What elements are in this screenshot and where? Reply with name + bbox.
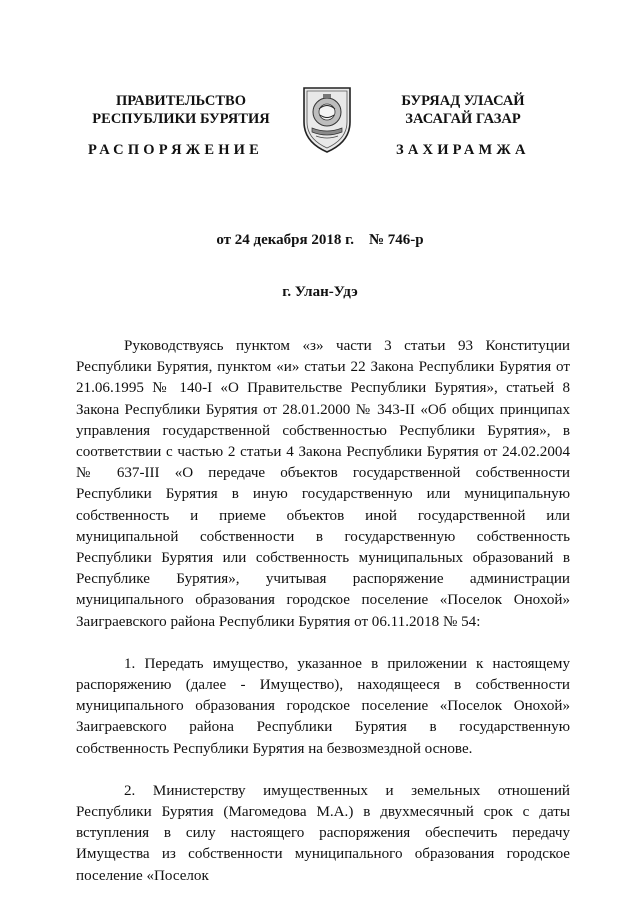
coat-of-arms-buryatia-icon [298, 82, 356, 154]
paragraph-preamble: Руководствуясь пунктом «з» части 3 статьи 93 Конституции Республики Бурятия, пунктом «и» статьи 22 Закона Республики Бурятия от 21.06.1995 № 140-I «О Правительстве Республики Бурятия», статьей 8 Закона Республики Бурятия от 28.01.2000 № 343-II «Об общих принципах управления государственной собственностью Республики Бурятия», в соответствии с частью 2 статьи 4 Закона Республики Бурятия от 24.02.2004 № 637-III «О передаче объектов государственной собственности Республики Бурятия в иную государственную или муниципальную собственность и приеме объектов иной государственной или муниципальной собственности в государственную собственность Республики Бурятия или собственность муниципальных образований в Республике Бурятия», учитывая распоряжение администрации муниципального образования городское поселение «Поселок Онохой» Заиграевского района Республики Бурятия от 06.11.2018 № 54: [76, 338, 570, 630]
government-name-buryat-line1: БУРЯАД УЛАСАЙ [401, 93, 525, 109]
paragraph-item-2: 2. Министерству имущественных и земельных отношений Республики Бурятия (Магомедова М.А.) в двухмесячный срок с даты вступления в силу настоящего распоряжения обеспечить передачу Имущества из собственности муниципального образования городское поселение «Поселок [76, 782, 570, 884]
document-date-number: от 24 декабря 2018 г. № 746-р [216, 232, 424, 248]
doc-type-right: ЗАХИРАМЖА [396, 142, 530, 158]
paragraph-item-1: 1. Передать имущество, указанное в приложении к настоящему распоряжению (далее - Имущество), находящееся в собственности муниципального образования городское поселение «Поселок Онохой» Заиграевского района Республики Бурятия в государственную собственность Республики Бурятия на безвозмездной основе. [76, 655, 570, 757]
government-name-line2: РЕСПУБЛИКИ БУРЯТИЯ [92, 111, 270, 127]
header-left-block [86, 92, 276, 128]
government-name-buryat-line2: ЗАСАГАЙ ГАЗАР [405, 111, 521, 127]
document-city: г. Улан-Удэ [282, 284, 358, 300]
government-name-line1: ПРАВИТЕЛЬСТВО [116, 93, 246, 109]
document-body [76, 336, 570, 887]
doc-type-left: РАСПОРЯЖЕНИЕ [88, 142, 264, 158]
header-right-block [388, 92, 538, 128]
